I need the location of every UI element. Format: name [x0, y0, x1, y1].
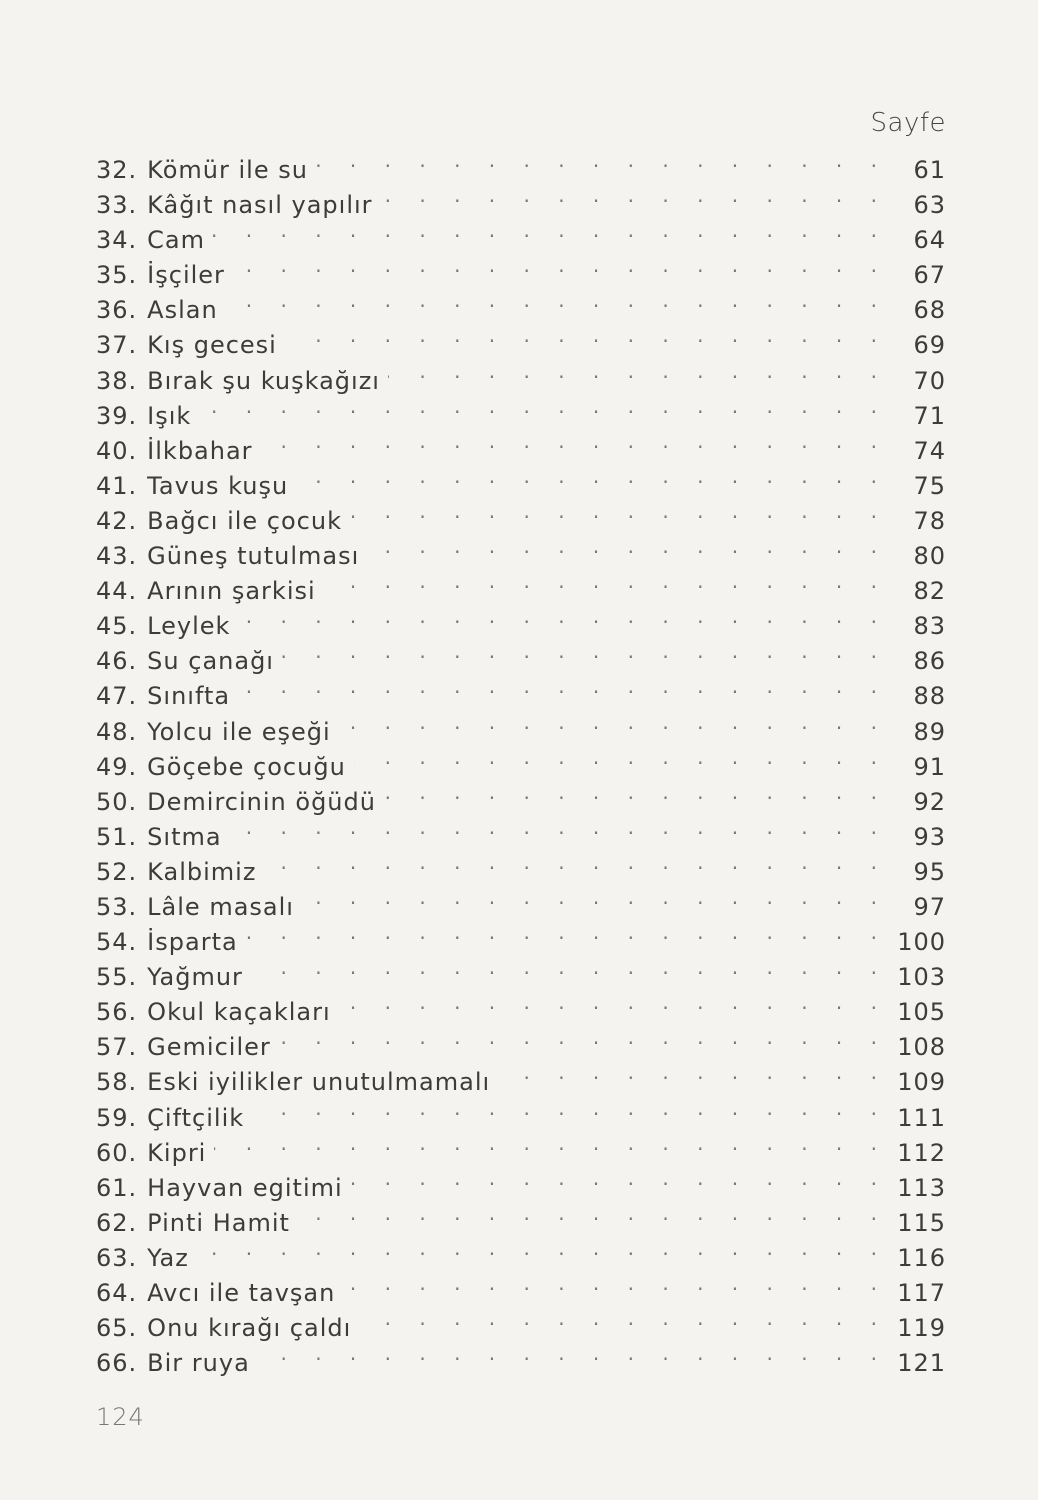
- toc-entry-number: 58.: [96, 1068, 138, 1097]
- dot-leader: [279, 1020, 888, 1055]
- toc-entry-page: 109: [897, 1068, 946, 1097]
- toc-entry: [96, 1161, 946, 1202]
- toc-entry-page: 69: [913, 331, 946, 360]
- toc-entry-title: Hayvan egitimi: [147, 1173, 343, 1202]
- table-of-contents: [96, 143, 946, 1378]
- toc-entry-number: 66.: [96, 1349, 138, 1378]
- toc-entry-title: Yolcu ile eşeği: [147, 717, 331, 746]
- toc-entry-number: 47.: [96, 682, 138, 711]
- dot-leader: [316, 143, 888, 178]
- dot-leader: [199, 389, 888, 424]
- dot-leader: [359, 1301, 888, 1336]
- toc-entry-number: 48.: [96, 717, 138, 746]
- page-column-header: Sayfe: [870, 108, 946, 138]
- toc-entry-title: Kış gecesi: [147, 331, 277, 360]
- toc-entry-page: 88: [913, 682, 946, 711]
- toc-entry-number: 43.: [96, 542, 138, 571]
- dot-leader: [285, 318, 888, 353]
- toc-entry-page: 112: [897, 1138, 946, 1167]
- toc-entry-number: 65.: [96, 1314, 138, 1343]
- toc-entry-page: 74: [913, 436, 946, 465]
- toc-entry-title: Yaz: [147, 1243, 189, 1272]
- toc-entry-number: 34.: [96, 226, 138, 255]
- toc-entry: [96, 1231, 946, 1272]
- toc-entry: [96, 424, 946, 465]
- toc-entry-page: 64: [913, 226, 946, 255]
- toc-entry-title: Onu kırağı çaldı: [147, 1314, 352, 1343]
- toc-entry-page: 97: [913, 892, 946, 921]
- toc-entry: [96, 389, 946, 430]
- toc-entry: [96, 1266, 946, 1307]
- toc-entry: [96, 143, 946, 184]
- toc-entry-number: 40.: [96, 436, 138, 465]
- dot-leader: [367, 529, 888, 564]
- toc-entry-number: 57.: [96, 1033, 138, 1062]
- toc-entry-page: 91: [913, 752, 946, 781]
- dot-leader: [282, 634, 888, 669]
- toc-entry-number: 52.: [96, 857, 138, 886]
- dot-leader: [343, 1266, 888, 1301]
- toc-entry-page: 100: [897, 928, 946, 957]
- toc-entry: [96, 248, 946, 290]
- toc-entry-title: Leylek: [147, 612, 231, 641]
- page-number: 124: [96, 1403, 145, 1431]
- toc-entry-number: 56.: [96, 998, 138, 1027]
- toc-entry-title: İsparta: [147, 928, 238, 957]
- toc-entry-number: 50.: [96, 787, 138, 816]
- toc-entry-number: 51.: [96, 822, 138, 851]
- toc-entry-number: 54.: [96, 928, 138, 957]
- dot-leader: [339, 985, 888, 1020]
- toc-entry-number: 64.: [96, 1279, 138, 1307]
- toc-entry-page: 89: [913, 717, 946, 746]
- toc-entry-page: 95: [913, 857, 946, 886]
- toc-entry-title: Bağcı ile çocuk: [147, 506, 342, 535]
- toc-entry-number: 46.: [96, 647, 138, 676]
- toc-entry-number: 62.: [96, 1208, 138, 1237]
- toc-entry-number: 53.: [96, 892, 138, 921]
- toc-entry-page: 119: [897, 1314, 946, 1343]
- toc-entry-title: Cam: [147, 226, 206, 255]
- toc-entry-page: 111: [897, 1103, 946, 1132]
- dot-leader: [302, 880, 888, 915]
- toc-entry: [96, 845, 946, 886]
- toc-entry-page: 121: [897, 1349, 946, 1378]
- toc-entry-title: Göçebe çocuğu: [147, 752, 346, 781]
- dot-leader: [388, 354, 888, 389]
- toc-entry-page: 61: [913, 156, 946, 184]
- toc-entry-page: 117: [897, 1279, 946, 1307]
- dot-leader: [381, 178, 888, 213]
- dot-leader: [261, 424, 888, 459]
- toc-entry-number: 44.: [96, 577, 138, 606]
- toc-entry-number: 32.: [96, 156, 138, 184]
- toc-entry-number: 39.: [96, 401, 138, 430]
- toc-entry-number: 60.: [96, 1138, 138, 1167]
- toc-entry-page: 115: [897, 1208, 946, 1237]
- toc-entry-page: 116: [897, 1243, 946, 1272]
- toc-entry-page: 71: [913, 401, 946, 430]
- toc-entry-title: Lâle masalı: [147, 892, 294, 921]
- dot-leader: [354, 740, 888, 775]
- dot-leader: [233, 248, 888, 283]
- toc-entry-page: 82: [913, 577, 946, 606]
- toc-entry-number: 55.: [96, 963, 138, 992]
- toc-entry-number: 63.: [96, 1243, 138, 1272]
- toc-entry-number: 59.: [96, 1103, 138, 1132]
- toc-entry-title: Sıtma: [147, 822, 222, 851]
- toc-entry-page: 113: [897, 1173, 946, 1202]
- toc-entry-number: 35.: [96, 261, 138, 290]
- toc-entry-title: Işık: [147, 401, 192, 430]
- toc-entry-number: 49.: [96, 752, 138, 781]
- dot-leader: [324, 564, 888, 599]
- toc-entry-page: 108: [897, 1033, 946, 1062]
- toc-entry-title: Avcı ile tavşan: [147, 1279, 336, 1307]
- toc-entry-page: 86: [913, 647, 946, 676]
- dot-leader: [339, 705, 888, 740]
- dot-leader: [246, 915, 888, 950]
- dot-leader: [298, 1196, 888, 1231]
- toc-entry-page: 93: [913, 822, 946, 851]
- toc-entry-number: 33.: [96, 191, 138, 220]
- toc-entry: [96, 1126, 946, 1167]
- toc-entry-page: 92: [913, 787, 946, 816]
- toc-entry-page: 70: [913, 366, 946, 395]
- toc-entry-page: 68: [913, 296, 946, 325]
- dot-leader: [498, 1055, 888, 1090]
- toc-entry-number: 61.: [96, 1173, 138, 1202]
- toc-entry-title: Pinti Hamit: [147, 1208, 290, 1237]
- toc-entry-title: Bir ruya: [147, 1349, 250, 1378]
- toc-entry-title: Bırak şu kuşkağızı: [147, 366, 380, 395]
- dot-leader: [351, 1161, 888, 1196]
- toc-entry-title: Kalbimiz: [147, 857, 257, 886]
- dot-leader: [264, 845, 888, 880]
- dot-leader: [350, 494, 888, 529]
- dot-leader: [226, 283, 888, 318]
- toc-entry-title: Eski iyilikler unutulmamalı: [147, 1068, 491, 1097]
- toc-entry-number: 45.: [96, 612, 138, 641]
- toc-entry-number: 41.: [96, 471, 138, 500]
- toc-entry-number: 38.: [96, 366, 138, 395]
- dot-leader: [238, 669, 888, 704]
- toc-entry-number: 36.: [96, 296, 138, 325]
- toc-entry-page: 105: [897, 998, 946, 1027]
- toc-entry-number: 42.: [96, 506, 138, 535]
- dot-leader: [213, 213, 888, 248]
- toc-entry-title: Arının şarkisi: [147, 577, 316, 606]
- toc-entry-title: Çiftçilik: [147, 1103, 245, 1132]
- toc-entry-page: 75: [913, 471, 946, 500]
- toc-entry-page: 83: [913, 612, 946, 641]
- toc-entry-title: Kömür ile su: [147, 156, 308, 184]
- toc-entry-title: Okul kaçakları: [147, 998, 331, 1027]
- toc-entry-title: Kâğıt nasıl yapılır: [147, 191, 373, 220]
- toc-entry-title: Kipri: [147, 1138, 207, 1167]
- toc-entry-number: 37.: [96, 331, 138, 360]
- dot-leader: [197, 1231, 888, 1266]
- dot-leader: [251, 950, 888, 985]
- toc-entry-title: Demircinin öğüdü: [147, 787, 376, 816]
- toc-entry-title: Güneş tutulması: [147, 542, 360, 571]
- dot-leader: [230, 810, 888, 845]
- toc-entry-title: Aslan: [147, 296, 218, 325]
- toc-entry-title: Tavus kuşu: [147, 471, 289, 500]
- dot-leader: [258, 1336, 888, 1371]
- toc-entry-title: Su çanağı: [147, 647, 274, 676]
- toc-entry-page: 103: [897, 963, 946, 992]
- toc-entry-title: İlkbahar: [147, 436, 253, 465]
- dot-leader: [214, 1126, 888, 1161]
- toc-entry: [96, 318, 946, 360]
- toc-entry-title: Yağmur: [147, 963, 243, 992]
- toc-entry-title: İşçiler: [147, 261, 225, 290]
- dot-leader: [384, 775, 888, 810]
- toc-entry-page: 63: [913, 191, 946, 220]
- toc-entry-page: 78: [913, 506, 946, 535]
- toc-entry-title: Gemiciler: [147, 1033, 271, 1062]
- dot-leader: [252, 1091, 888, 1126]
- toc-entry: [96, 213, 946, 255]
- toc-entry-title: Sınıfta: [147, 682, 231, 711]
- toc-entry-page: 80: [913, 542, 946, 571]
- toc-entry-page: 67: [913, 261, 946, 290]
- dot-leader: [238, 599, 888, 634]
- dot-leader: [296, 459, 888, 494]
